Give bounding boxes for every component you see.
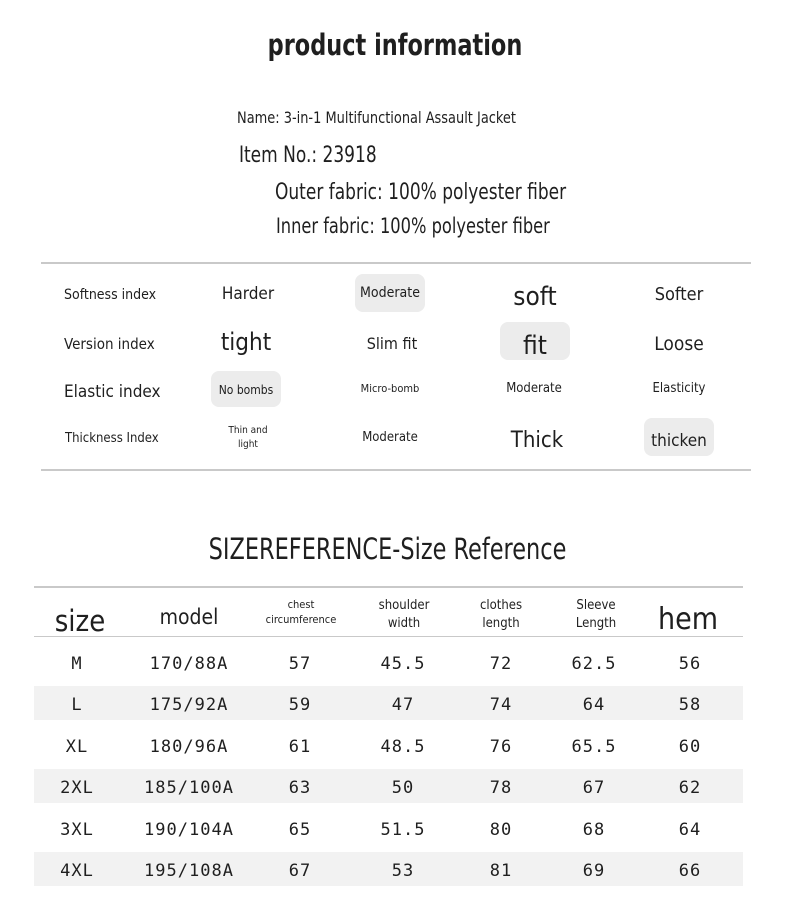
header-sleeve-line2: Length	[575, 615, 617, 631]
page-title: product information	[267, 28, 523, 62]
row-band	[34, 769, 743, 803]
cell-hem: 58	[678, 695, 702, 715]
cell-shoulder: 45.5	[380, 654, 426, 674]
elastic-no-bombs-selected: No bombs	[211, 371, 281, 407]
header-clothes-line1: clothes	[479, 598, 523, 613]
inner-fabric: Inner fabric: 100% polyester fiber	[276, 214, 550, 238]
cell-hem: 62	[678, 778, 702, 798]
thickness-thin-light	[228, 424, 267, 452]
elastic-moderate: Moderate	[506, 381, 562, 396]
cell-sleeve: 67	[582, 778, 606, 798]
cell-chest: 67	[288, 861, 312, 881]
cell-chest: 65	[288, 820, 312, 840]
thickness-thicken-selected: thicken	[644, 418, 714, 456]
cell-model: 175/92A	[149, 695, 229, 715]
cell-length: 80	[489, 820, 513, 840]
cell-size: XL	[65, 737, 89, 757]
row-label-thickness: Thickness Index	[65, 431, 159, 446]
cell-model: 185/100A	[144, 778, 234, 798]
softness-moderate-selected: Moderate	[355, 274, 425, 312]
cell-shoulder: 48.5	[380, 737, 426, 757]
cell-length: 81	[489, 861, 513, 881]
version-slim-fit: Slim fit	[366, 334, 418, 353]
cell-length: 78	[489, 778, 513, 798]
cell-shoulder: 47	[391, 695, 415, 715]
row-label-elastic: Elastic index	[64, 382, 161, 402]
cell-size: M	[71, 654, 83, 674]
cell-size: 4XL	[60, 861, 94, 881]
header-chest	[266, 598, 337, 628]
header-shoulder-line1: shoulder	[378, 598, 430, 613]
cell-sleeve: 62.5	[571, 654, 617, 674]
elastic-micro-bomb: Micro-bomb	[360, 382, 420, 395]
cell-chest: 59	[288, 695, 312, 715]
cell-shoulder: 50	[391, 778, 415, 798]
cell-sleeve: 64	[582, 695, 606, 715]
header-clothes-line2: length	[482, 615, 520, 631]
header-size: size	[54, 604, 106, 638]
cell-length: 76	[489, 737, 513, 757]
row-label-version: Version index	[64, 335, 155, 353]
divider-bottom	[41, 469, 751, 471]
thin-line-2: light	[238, 439, 258, 450]
cell-sleeve: 65.5	[571, 737, 617, 757]
thin-line-1: Thin and	[228, 425, 268, 436]
product-name: Name: 3-in-1 Multifunctional Assault Jacket	[237, 108, 516, 127]
thickness-moderate: Moderate	[362, 430, 418, 445]
cell-model: 195/108A	[144, 861, 234, 881]
header-chest-line2: circumference	[265, 612, 337, 626]
cell-sleeve: 68	[582, 820, 606, 840]
version-tight: tight	[220, 328, 272, 356]
cell-model: 180/96A	[149, 737, 229, 757]
table-top-rule	[34, 586, 743, 588]
header-sleeve-line1: Sleeve	[576, 598, 616, 613]
header-sleeve-length	[576, 597, 616, 632]
thickness-thick: Thick	[510, 428, 564, 453]
elastic-elasticity: Elasticity	[652, 381, 706, 396]
cell-length: 72	[489, 654, 513, 674]
cell-size: L	[71, 695, 83, 715]
cell-chest: 61	[288, 737, 312, 757]
version-loose: Loose	[654, 333, 704, 355]
header-hem: hem	[657, 602, 719, 637]
item-number: Item No.: 23918	[239, 143, 377, 168]
softness-harder: Harder	[221, 284, 275, 304]
cell-hem: 60	[678, 737, 702, 757]
softness-soft: soft	[513, 282, 557, 312]
cell-hem: 56	[678, 654, 702, 674]
header-model: model	[159, 605, 219, 629]
divider-top	[41, 262, 751, 264]
cell-shoulder: 51.5	[380, 820, 426, 840]
cell-chest: 57	[288, 654, 312, 674]
softness-softer: Softer	[654, 284, 704, 305]
cell-model: 170/88A	[149, 654, 229, 674]
header-shoulder	[379, 597, 430, 632]
header-shoulder-line2: width	[387, 615, 421, 631]
version-fit-selected: fit	[500, 322, 570, 360]
cell-hem: 66	[678, 861, 702, 881]
cell-sleeve: 69	[582, 861, 606, 881]
header-clothes-length	[480, 597, 522, 632]
header-rule	[34, 636, 743, 637]
row-band	[34, 686, 743, 720]
header-chest-line1: chest	[287, 598, 315, 611]
row-band	[34, 852, 743, 886]
row-label-softness: Softness index	[64, 287, 157, 303]
outer-fabric: Outer fabric: 100% polyester fiber	[275, 180, 567, 205]
cell-model: 190/104A	[144, 820, 234, 840]
size-reference-title: SIZEREFERENCE-Size Reference	[208, 532, 567, 566]
cell-size: 2XL	[60, 778, 94, 798]
cell-hem: 64	[678, 820, 702, 840]
cell-size: 3XL	[60, 820, 94, 840]
cell-length: 74	[489, 695, 513, 715]
cell-shoulder: 53	[391, 861, 415, 881]
cell-chest: 63	[288, 778, 312, 798]
